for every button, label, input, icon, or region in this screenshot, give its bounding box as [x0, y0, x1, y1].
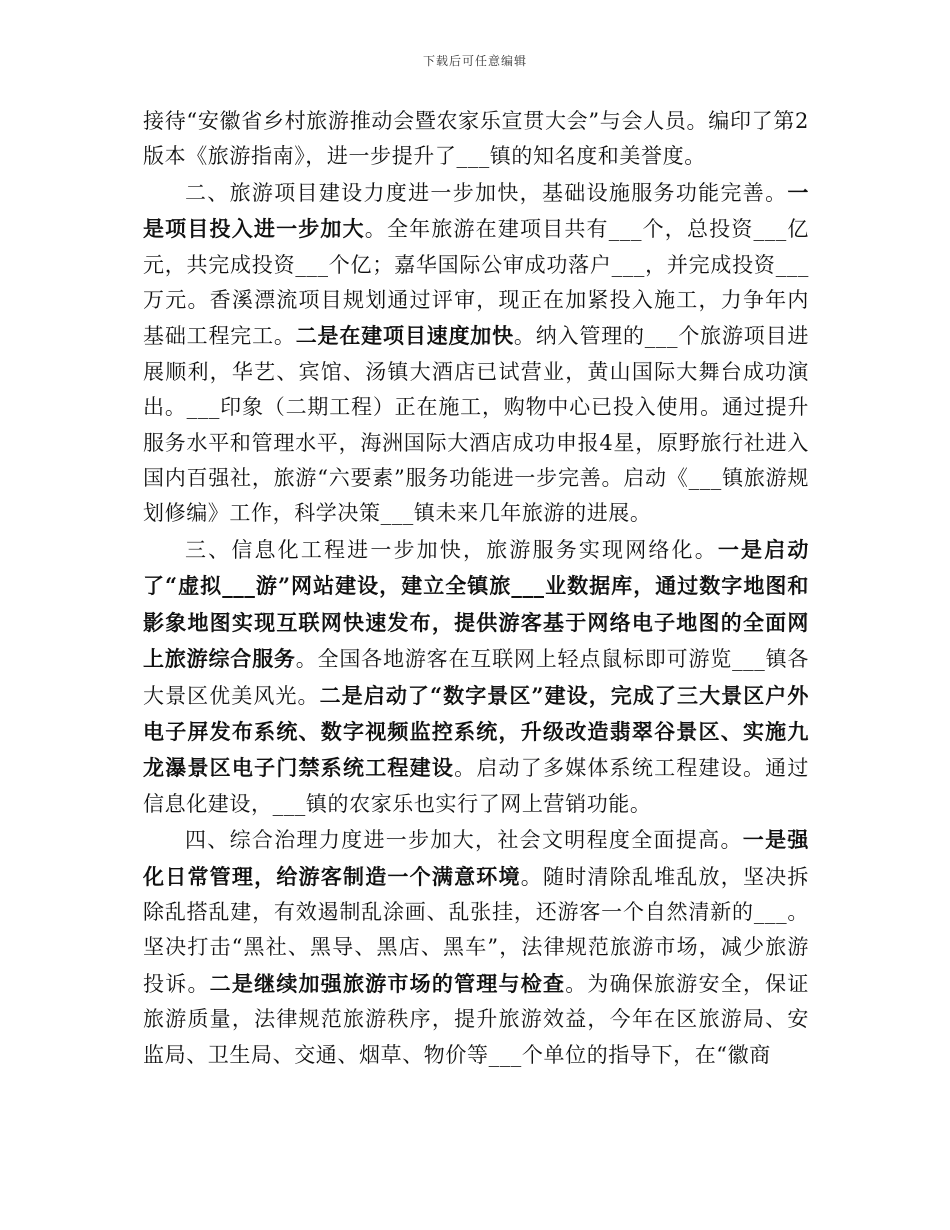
- document-body: [143, 104, 809, 1073]
- bold-point: 一是项目投入进一步加大: [143, 179, 809, 242]
- paragraph-section-4: [143, 822, 809, 1073]
- section-heading: 四、综合治理力度进一步加大，社会文明程度全面提高。: [185, 828, 743, 853]
- bold-point: 一是启动了“虚拟___游”网站建设，建立全镇旅___业数据库，通过数字地图和影象地图实现互联网快速发布，提供游客基于网络电子地图的全面网上旅游综合服务: [143, 536, 809, 672]
- paragraph-text: 。全年旅游在建项目共有___个，总投资___亿元，共完成投资___个亿；嘉华国际公审成功落户___，并完成投资___万元。香溪漂流项目规划通过评审，现正在加紧投入施工，力争年内基础工程完工。: [143, 217, 809, 349]
- paragraph-intro: [143, 104, 809, 175]
- paragraph-text: 。全国各地游客在互联网上轻点鼠标即可游览___镇各大景区优美风光。: [143, 647, 810, 708]
- paragraph-text: 。纳入管理的___个旅游项目进展顺利，华艺、宾馆、汤镇大酒店已试营业，黄山国际大舞台成功演出。___印象（二期工程）正在施工，购物中心已投入使用。通过提升服务水平和管理水平，海洲国际大酒店成功申报4星，原野旅行社进入国内百强社，旅游“六要素”服务功能进一步完善。启动《___镇旅游规划修编》工作，科学决策___镇未来几年旅游的进展。: [143, 324, 810, 526]
- section-heading: 三、信息化工程进一步加快，旅游服务实现网络化。: [185, 537, 718, 562]
- page-header: 下载后可任意编辑: [422, 54, 527, 68]
- paragraph-section-2: [143, 175, 809, 532]
- bold-point: 二是在建项目速度加快: [295, 323, 514, 349]
- paragraph-section-3: [143, 532, 809, 822]
- section-heading: 二、旅游项目建设力度进一步加快，基础设施服务功能完善。: [185, 180, 788, 205]
- bold-point: 二是启动了“数字景区”建设，完成了三大景区户外电子屏发布系统、数字视频监控系统，升级改造翡翠谷景区、实施九龙瀑景区电子门禁系统工程建设: [143, 682, 809, 781]
- bold-point: 一是强化日常管理，给游客制造一个满意环境: [143, 827, 809, 889]
- paragraph-text: 接待“安徽省乡村旅游推动会暨农家乐宣贯大会”与会人员。编印了第2版本《旅游指南》，进一步提升了___镇的知名度和美誉度。: [143, 109, 809, 169]
- paragraph-text: 。为确保旅游安全，保证旅游质量，法律规范旅游秩序，提升旅游效益，今年在区旅游局、安监局、卫生局、交通、烟草、物价等___个单位的指导下，在“徽商: [143, 971, 809, 1067]
- paragraph-text: 。启动了多媒体系统工程建设。通过信息化建设，___镇的农家乐也实行了网上营销功能。: [143, 756, 809, 816]
- bold-point: 二是继续加强旅游市场的管理与检查: [209, 970, 566, 996]
- paragraph-text: 。随时清除乱堆乱放，坚决拆除乱搭乱建，有效遏制乱涂画、乱张挂，还游客一个自然清新的___。坚决打击“黑社、黑导、黑店、黑车”，法律规范旅游市场，减少旅游投诉。: [143, 864, 809, 996]
